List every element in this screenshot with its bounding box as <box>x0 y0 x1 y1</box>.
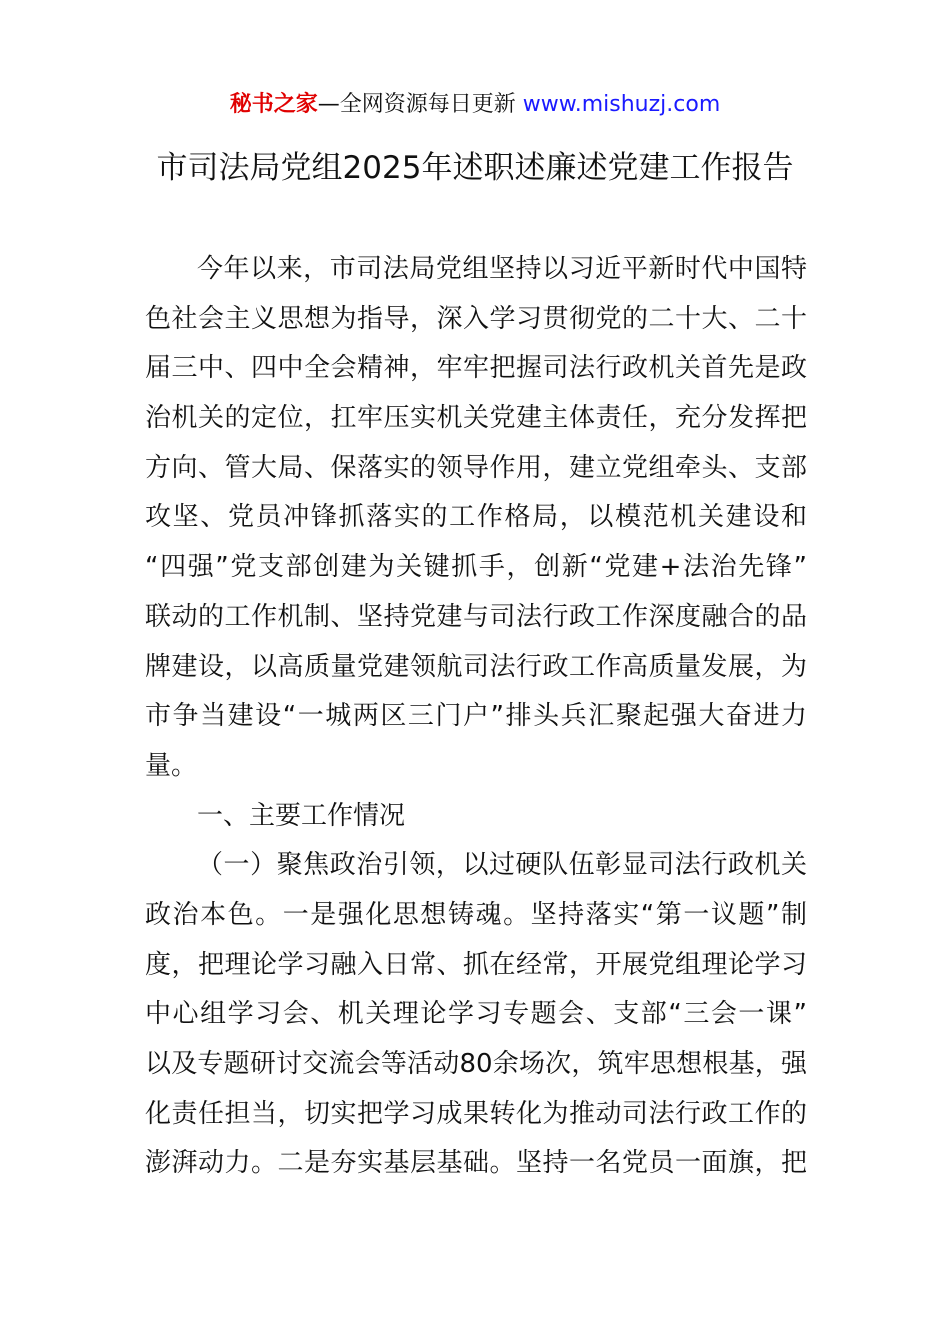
section-heading: 一、主要工作情况 <box>197 800 406 831</box>
site-url-link[interactable]: www.mishuzj.com <box>522 92 721 117</box>
body-line: 届三中、四中全会精神，牢牢把握司法行政机关首先是政 <box>145 353 807 384</box>
body-line: “四强”党支部创建为关键抓手，创新“党建+法治先锋” <box>145 552 807 583</box>
subsection-line: （一）聚焦政治引领，以过硬队伍彰显司法行政机关 <box>197 850 807 881</box>
body-line: 市争当建设“一城两区三门户”排头兵汇聚起强大奋进力 <box>145 701 807 732</box>
document-body <box>145 245 807 1189</box>
body-line: 色社会主义思想为指导，深入学习贯彻党的二十大、二十 <box>145 303 807 334</box>
body-line: 治机关的定位，扛牢压实机关党建主体责任，充分发挥把 <box>145 403 807 434</box>
body-line: 化责任担当，切实把学习成果转化为推动司法行政工作的 <box>145 1098 807 1129</box>
body-line: 方向、管大局、保落实的领导作用，建立党组牵头、支部 <box>145 452 807 483</box>
body-line: 联动的工作机制、坚持党建与司法行政工作深度融合的品 <box>145 601 807 632</box>
document-title: 市司法局党组2025年述职述廉述党建工作报告 <box>156 150 794 186</box>
site-tagline: —全网资源每日更新 <box>317 92 523 117</box>
body-line: 度，把理论学习融入日常、抓在经常，开展党组理论学习 <box>145 949 807 980</box>
body-line: 今年以来，市司法局党组坚持以习近平新时代中国特 <box>197 254 807 284</box>
body-line: 以及专题研讨交流会等活动80余场次，筑牢思想根基，强 <box>145 1049 807 1079</box>
body-line: 攻坚、党员冲锋抓落实的工作格局，以模范机关建设和 <box>145 502 807 533</box>
body-line: 政治本色。一是强化思想铸魂。坚持落实“第一议题”制 <box>145 899 807 930</box>
body-line: 牌建设，以高质量党建领航司法行政工作高质量发展，为 <box>145 651 807 682</box>
site-header-banner <box>0 88 950 122</box>
site-brand-name: 秘书之家 <box>229 92 318 117</box>
body-line: 澎湃动力。二是夯实基层基础。坚持一名党员一面旗，把 <box>145 1148 807 1179</box>
body-line: 中心组学习会、机关理论学习专题会、支部“三会一课” <box>145 999 807 1030</box>
body-line: 量。 <box>145 750 198 781</box>
